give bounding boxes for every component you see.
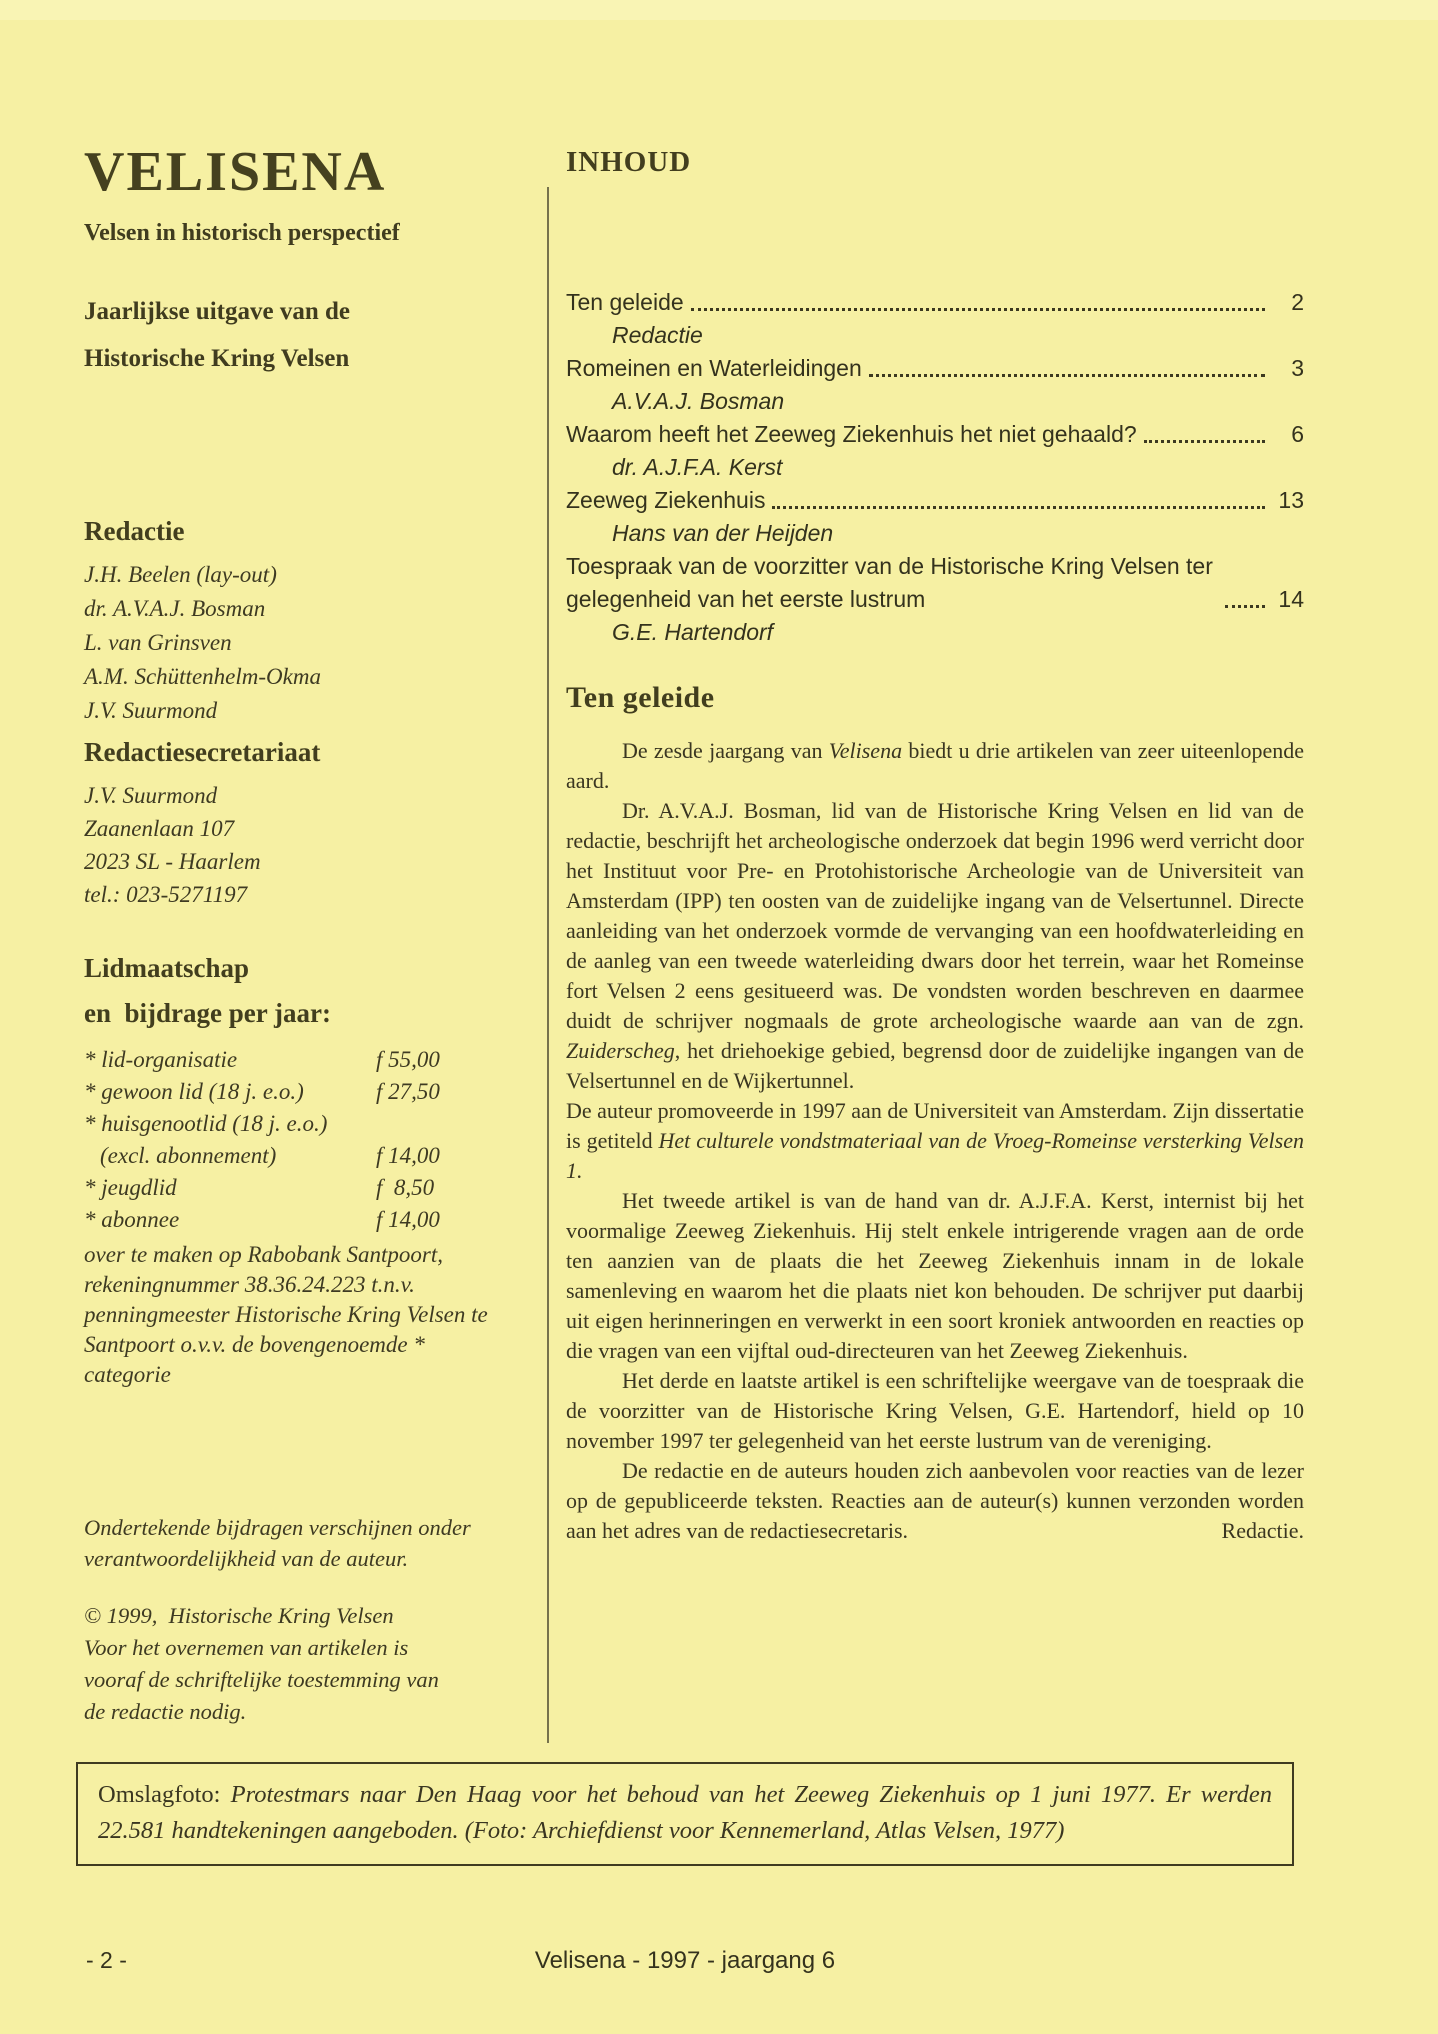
journal-subtitle: Velsen in historisch perspectief bbox=[84, 220, 400, 246]
body-paragraph bbox=[566, 736, 1304, 796]
body-paragraph bbox=[566, 1366, 1304, 1456]
copyright-line: de redactie nodig. bbox=[84, 1699, 247, 1724]
redactiesecretariaat-line: J.V. Suurmond bbox=[84, 783, 218, 808]
publisher-line: Jaarlijkse uitgave van de bbox=[84, 298, 350, 325]
fee-price: f 14,00 bbox=[376, 1207, 440, 1232]
redactiesecretariaat-line: tel.: 023-5271197 bbox=[84, 882, 248, 907]
toc-entry bbox=[566, 484, 1304, 550]
fee-row bbox=[84, 1044, 508, 1076]
fee-price: f 14,00 bbox=[376, 1143, 440, 1168]
redactiesecretariaat-section bbox=[84, 735, 508, 911]
redactie-member: A.M. Schüttenhelm-Okma bbox=[84, 664, 321, 689]
text-segment: Velisena bbox=[828, 738, 903, 763]
toc-page-number: 3 bbox=[1291, 355, 1304, 381]
redactie-member: L. van Grinsven bbox=[84, 630, 232, 655]
redactiesecretariaat-line: Zaanenlaan 107 bbox=[84, 816, 235, 841]
inhoud-heading: INHOUD bbox=[566, 146, 692, 178]
text-segment: Dr. A.V.A.J. Bosman, lid van de Historische Kring Velsen en lid van de redactie, beschrijft het archeologische onderzoek dat begin 1996 werd verricht door het Instituut voor Pre- en Protohistorische Archeologie van de Universiteit van Amsterdam (IPP) ten oosten van de zuidelijke ingang van de Velsertunnel. Directe aanleiding van het onderzoek vormde de vervanging van een hoofdwaterleiding en de aanleg van een tweede waterleiding dwars door het terrein, waar het Romeinse fort Velsen 2 eens gesitueerd was. De vondsten worden beschreven en daarmee duidt de schrijver nogmaals de grote archeologische waarde aan van de zgn. bbox=[566, 798, 1304, 1033]
lidmaatschap-section bbox=[84, 946, 508, 1236]
fee-label: * jeugdlid bbox=[84, 1175, 177, 1200]
publisher-lines bbox=[84, 288, 508, 382]
fee-label: * gewoon lid (18 j. e.o.) bbox=[84, 1079, 304, 1104]
redactie-member: dr. A.V.A.J. Bosman bbox=[84, 596, 266, 621]
redactie-member: J.H. Beelen (lay-out) bbox=[84, 562, 277, 587]
editorial-signature: Redactie. bbox=[1221, 1518, 1304, 1543]
toc-dot-leader bbox=[1144, 440, 1265, 443]
toc-title-row bbox=[566, 418, 1304, 451]
author-disclaimer: Ondertekende bijdragen verschijnen onder verantwoordelijkheid van de auteur. bbox=[84, 1515, 471, 1571]
cover-photo-caption-box bbox=[76, 1762, 1294, 1866]
text-segment: Het culturele vondstmateriaal van de Vroeg-Romeinse versterking Velsen 1. bbox=[566, 1128, 1304, 1183]
redactiesecretariaat-heading: Redactiesecretariaat bbox=[84, 737, 321, 767]
fee-label: * abonnee bbox=[84, 1207, 180, 1232]
fee-row bbox=[84, 1140, 508, 1172]
text-segment: , het driehoekige gebied, begrensd door de zuidelijke ingangen van de Velsertunnel en de Wijkertunnel. bbox=[566, 1038, 1304, 1093]
text-segment: Het tweede artikel is van de hand van dr. A.J.F.A. Kerst, internist bij het voormalige Zeeweg Ziekenhuis. Hij stelt enkele intrigerende vragen aan de orde ten aanzien van de plaats die het Zeeweg Ziekenhuis innam in de lokale samenleving en waarom het die plaats niet kon behouden. De schrijver put daarbij uit eigen herinneringen en verwerkt in een soort kroniek antwoorden en reacties op die vragen van een vijftal oud-directeuren van het Zeeweg Ziekenhuis. bbox=[566, 1188, 1304, 1363]
toc-entry bbox=[566, 352, 1304, 418]
toc-entry bbox=[566, 550, 1304, 649]
toc-dot-leader bbox=[691, 308, 1265, 311]
body-paragraph bbox=[566, 796, 1304, 1096]
toc-article-author: dr. A.J.F.A. Kerst bbox=[612, 454, 783, 480]
fee-price: f 27,50 bbox=[376, 1079, 440, 1104]
fee-table bbox=[84, 1044, 508, 1236]
toc-article-title: Romeinen en Waterleidingen bbox=[566, 355, 862, 381]
journal-title: VELISENA bbox=[84, 141, 387, 203]
toc-entry bbox=[566, 286, 1304, 352]
toc-article-author: G.E. Hartendorf bbox=[612, 619, 774, 645]
toc-article-title: Waarom heeft het Zeeweg Ziekenhuis het niet gehaald? bbox=[566, 421, 1137, 447]
text-segment: biedt u drie artikelen van zeer uiteenlopende aard. bbox=[566, 738, 1304, 793]
redactiesecretariaat-line: 2023 SL - Haarlem bbox=[84, 849, 261, 874]
column-divider-rule bbox=[547, 187, 549, 1743]
toc-article-title: Toespraak van de voorzitter van de Historische Kring Velsen ter gelegenheid van het eerste lustrum bbox=[566, 553, 1213, 612]
text-segment: De redactie en de auteurs houden zich aanbevolen voor reacties van de lezer op de gepubliceerde teksten. Reacties aan de auteur(s) kunnen verzonden worden aan het adres van de redactiesecretaris. bbox=[566, 1458, 1304, 1543]
fee-label: * huisgenootlid (18 j. e.o.) bbox=[84, 1111, 328, 1136]
publisher-line: Historische Kring Velsen bbox=[84, 345, 350, 372]
redactie-heading: Redactie bbox=[84, 516, 185, 546]
toc-title-row bbox=[566, 352, 1304, 385]
payment-note: over te maken op Rabobank Santpoort, rekeningnummer 38.36.24.223 t.n.v. penningmeester Historische Kring Velsen te Santpoort o.v.v. de bovengenoemde * categorie bbox=[84, 1242, 488, 1387]
toc-article-title: Zeeweg Ziekenhuis bbox=[566, 487, 766, 513]
journal-footer-line: Velisena - 1997 - jaargang 6 bbox=[534, 1947, 836, 1974]
copyright-line: © 1999, Historische Kring Velsen bbox=[84, 1603, 394, 1628]
fee-label: (excl. abonnement) bbox=[100, 1143, 277, 1168]
toc-dot-leader bbox=[869, 374, 1265, 377]
toc-title-row bbox=[566, 286, 1304, 319]
fee-row bbox=[84, 1076, 508, 1108]
toc-dot-leader bbox=[772, 506, 1265, 509]
fee-price: f 8,50 bbox=[376, 1175, 435, 1200]
fee-row bbox=[84, 1204, 508, 1236]
copyright-line: Voor het overnemen van artikelen is bbox=[84, 1635, 409, 1660]
text-segment: De zesde jaargang van bbox=[622, 738, 829, 763]
toc-page-number: 14 bbox=[1278, 586, 1304, 612]
fee-row bbox=[84, 1108, 508, 1140]
copyright-line: vooraf de schriftelijke toestemming van bbox=[84, 1667, 439, 1692]
toc-article-title: Ten geleide bbox=[566, 289, 684, 315]
toc-entry bbox=[566, 418, 1304, 484]
redactie-section bbox=[84, 514, 508, 728]
fee-price bbox=[376, 1108, 508, 1140]
body-paragraph bbox=[566, 1456, 1304, 1546]
toc-page-number: 6 bbox=[1291, 421, 1304, 447]
toc-page-number: 2 bbox=[1291, 289, 1304, 315]
fee-label: * lid-organisatie bbox=[84, 1047, 238, 1072]
toc-dot-leader bbox=[1225, 605, 1265, 608]
body-paragraph bbox=[566, 1186, 1304, 1366]
body-paragraph bbox=[566, 1096, 1304, 1186]
lidmaatschap-heading bbox=[84, 946, 508, 1036]
lidmaatschap-heading-line: Lidmaatschap bbox=[84, 953, 250, 983]
table-of-contents bbox=[566, 286, 1304, 649]
redactie-member: J.V. Suurmond bbox=[84, 698, 218, 723]
text-segment: Het derde en laatste artikel is een schriftelijke weergave van de toespraak die de voorzitter van de Historische Kring Velsen, G.E. Hartendorf, hield op 10 november 1997 ter gelegenheid van het eerste lustrum van de vereniging. bbox=[566, 1368, 1304, 1453]
copyright-notice bbox=[84, 1600, 508, 1728]
fee-row bbox=[84, 1172, 508, 1204]
toc-page-number: 13 bbox=[1278, 487, 1304, 513]
toc-article-author: A.V.A.J. Bosman bbox=[612, 388, 785, 414]
page-number: - 2 - bbox=[86, 1947, 127, 1973]
text-segment: De auteur promoveerde in 1997 aan de Universiteit van Amsterdam. Zijn dissertatie is getiteld bbox=[566, 1098, 1304, 1153]
fee-price: f 55,00 bbox=[376, 1047, 440, 1072]
text-segment: Omslagfoto: bbox=[98, 1781, 231, 1808]
text-segment: Protestmars naar Den Haag voor het behoud van het Zeeweg Ziekenhuis op 1 juni 1977. Er werden 22.581 handtekeningen aangeboden. (Foto: Archiefdienst voor Kennemerland, Atlas Velsen, 1977) bbox=[98, 1781, 1272, 1844]
ten-geleide-body bbox=[566, 736, 1304, 1546]
toc-article-author: Redactie bbox=[612, 322, 703, 348]
ten-geleide-paragraphs bbox=[566, 736, 1304, 1546]
toc-article-author: Hans van der Heijden bbox=[612, 520, 834, 546]
text-segment: Zuiderscheg bbox=[566, 1038, 675, 1063]
redactiesecretariaat-lines bbox=[84, 779, 508, 911]
toc-title-row bbox=[566, 550, 1304, 616]
lidmaatschap-heading-line: en bijdrage per jaar: bbox=[84, 998, 331, 1028]
ten-geleide-heading: Ten geleide bbox=[566, 681, 715, 714]
redactie-member-list bbox=[84, 558, 508, 728]
toc-title-row bbox=[566, 484, 1304, 517]
